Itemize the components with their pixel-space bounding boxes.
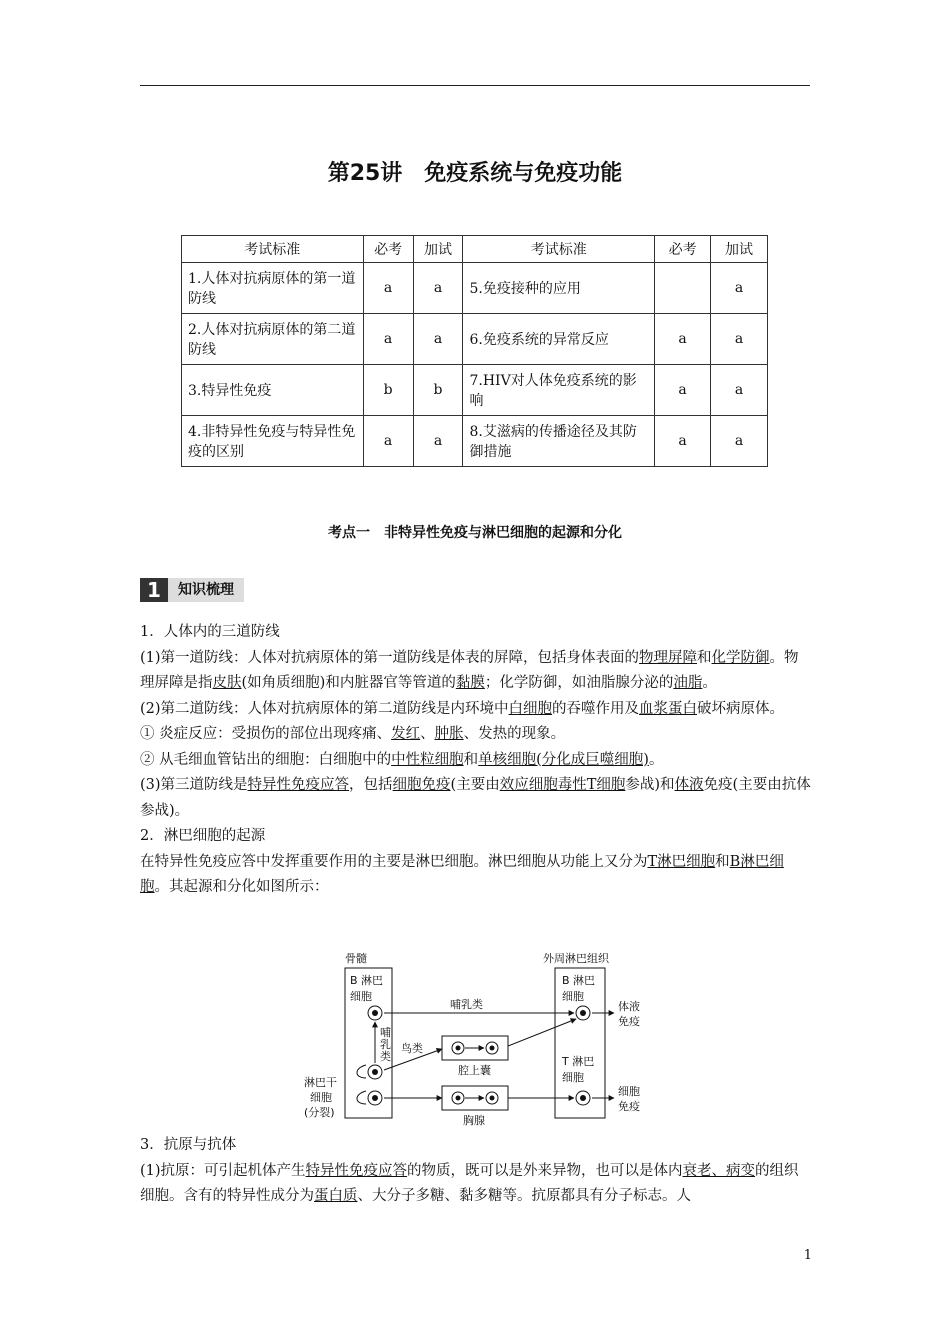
table-cell: a xyxy=(413,314,463,365)
thymus-cell-icon xyxy=(486,1092,498,1104)
paragraph-second-line: (2)第二道防线：人体对抗病原体的第二道防线是内环境中白细胞的吞噬作用及血浆蛋白破坏病原体。 xyxy=(140,700,785,717)
table-cell: 3.特异性免疫 xyxy=(182,365,364,416)
mammal-label: 哺乳类 xyxy=(450,998,483,1011)
peripheral-label: 外周淋巴组织 xyxy=(543,952,609,965)
stem-cell-icon xyxy=(368,1065,382,1079)
table-cell: 4.非特异性免疫与特异性免疫的区别 xyxy=(182,416,364,467)
table-cell: a xyxy=(363,263,413,314)
paragraph-first-line: (1)第一道防线：人体对抗病原体的第一道防线是体表的屏障，包括身体表面的物理屏障和化学防御。物理屏障是指皮肤(如角质细胞)和内脏器官等管道的黏膜；化学防御，如油脂腺分泌的油脂。 xyxy=(140,649,799,691)
page-number: 1 xyxy=(803,1248,812,1263)
table-cell: b xyxy=(413,365,463,416)
table-cell: a xyxy=(413,416,463,467)
table-cell: a xyxy=(711,263,768,314)
table-cell: a xyxy=(363,314,413,365)
body-text-2 xyxy=(140,1133,812,1210)
table-cell: a xyxy=(711,314,768,365)
mammal-vertical-label: 类 xyxy=(380,1050,391,1063)
self-renew-arrow xyxy=(357,1065,366,1078)
heading-antigen-antibody: 3．抗原与抗体 xyxy=(140,1137,237,1153)
mammal-vertical-label: 乳 xyxy=(380,1038,391,1051)
heading-lymphocyte-origin: 2．淋巴细胞的起源 xyxy=(140,828,266,844)
humoral-label: 免疫 xyxy=(618,1015,640,1028)
paragraph-inflammation: ① 炎症反应：受损伤的部位出现疼痛、发红、肿胀、发热的现象。 xyxy=(140,726,566,742)
table-cell: a xyxy=(711,416,768,467)
table-cell: a xyxy=(655,416,711,467)
badge-label: 知识梳理 xyxy=(168,578,244,602)
header-standard: 考试标准 xyxy=(182,236,364,263)
exam-standards-table xyxy=(181,235,768,467)
b-cell-left-label: B 淋巴 xyxy=(350,974,384,987)
b-cell-left-label: 细胞 xyxy=(350,990,372,1003)
t-cell-right-label: T 淋巴 xyxy=(562,1055,595,1068)
table-cell xyxy=(655,263,711,314)
bursa-label: 腔上囊 xyxy=(458,1064,491,1077)
paragraph-third-line: (3)第三道防线是特异性免疫应答，包括细胞免疫(主要由效应细胞毒性T细胞参战)和体液免疫(主要由抗体参战)。 xyxy=(140,777,811,819)
bursa-cell-icon xyxy=(452,1042,464,1054)
table-cell: 1.人体对抗病原体的第一道防线 xyxy=(182,263,364,314)
table-row xyxy=(182,314,768,365)
header-extra: 加试 xyxy=(711,236,768,263)
table-cell: 7.HIV对人体免疫系统的影响 xyxy=(463,365,655,416)
table-row xyxy=(182,416,768,467)
heading-three-lines: 1．人体内的三道防线 xyxy=(140,624,280,640)
cellular-label: 免疫 xyxy=(618,1100,640,1113)
paragraph-lymphocyte: 在特异性免疫应答中发挥重要作用的主要是淋巴细胞。淋巴细胞从功能上又分为T淋巴细胞和B淋巴细胞。其起源和分化如图所示： xyxy=(140,853,784,895)
knowledge-badge xyxy=(140,578,244,602)
paragraph-antigen: (1)抗原：可引起机体产生特异性免疫应答的物质，既可以是外来异物，也可以是体内衰老、病变的组织细胞。含有的特异性成分为蛋白质、大分子多糖、黏多糖等。抗原都具有分子标志。人 xyxy=(140,1162,799,1204)
table-cell: 6.免疫系统的异常反应 xyxy=(463,314,655,365)
table-cell: a xyxy=(711,365,768,416)
page-title: 第25讲 免疫系统与免疫功能 xyxy=(327,161,623,186)
stem-cell-label: 淋巴干 xyxy=(304,1076,337,1089)
b-cell-right-label: 细胞 xyxy=(562,990,584,1003)
table-cell: a xyxy=(655,314,711,365)
b-cell-left-icon xyxy=(368,1006,382,1020)
header-required: 必考 xyxy=(363,236,413,263)
body-text-1 xyxy=(140,620,812,901)
table-row xyxy=(182,365,768,416)
b-cell-right-icon xyxy=(576,1006,590,1020)
bursa-cell-icon xyxy=(486,1042,498,1054)
header-rule xyxy=(140,85,810,86)
table-row xyxy=(182,263,768,314)
stem-cell-icon xyxy=(368,1091,382,1105)
section-title: 考点一 非特异性免疫与淋巴细胞的起源和分化 xyxy=(328,525,622,541)
badge-number: 1 xyxy=(140,578,168,602)
b-cell-right-label: B 淋巴 xyxy=(562,974,596,987)
table-cell: 8.艾滋病的传播途径及其防御措施 xyxy=(463,416,655,467)
header-required: 必考 xyxy=(655,236,711,263)
self-renew-arrow xyxy=(357,1091,366,1104)
bone-marrow-label: 骨髓 xyxy=(345,952,367,965)
stem-cell-label: (分裂) xyxy=(304,1106,335,1119)
bird-label: 鸟类 xyxy=(401,1042,423,1055)
header-extra: 加试 xyxy=(413,236,463,263)
paragraph-capillary: ② 从毛细血管钻出的细胞：白细胞中的中性粒细胞和单核细胞(分化成巨噬细胞)。 xyxy=(140,751,664,768)
stem-cell-label: 细胞 xyxy=(310,1091,332,1104)
table-cell: 5.免疫接种的应用 xyxy=(463,263,655,314)
lymphocyte-origin-diagram xyxy=(300,950,660,1128)
t-cell-right-icon xyxy=(576,1091,590,1105)
header-standard: 考试标准 xyxy=(463,236,655,263)
mammal-vertical-label: 哺 xyxy=(380,1026,391,1039)
table-header-row xyxy=(182,236,768,263)
thymus-cell-icon xyxy=(452,1092,464,1104)
table-cell: b xyxy=(363,365,413,416)
cellular-label: 细胞 xyxy=(618,1085,640,1098)
t-cell-right-label: 细胞 xyxy=(562,1071,584,1084)
table-cell: a xyxy=(655,365,711,416)
table-cell: 2.人体对抗病原体的第二道防线 xyxy=(182,314,364,365)
table-cell: a xyxy=(363,416,413,467)
humoral-label: 体液 xyxy=(618,1000,640,1013)
bursa-to-b-arrow xyxy=(508,1019,576,1046)
thymus-label: 胸腺 xyxy=(463,1114,485,1127)
table-cell: a xyxy=(413,263,463,314)
